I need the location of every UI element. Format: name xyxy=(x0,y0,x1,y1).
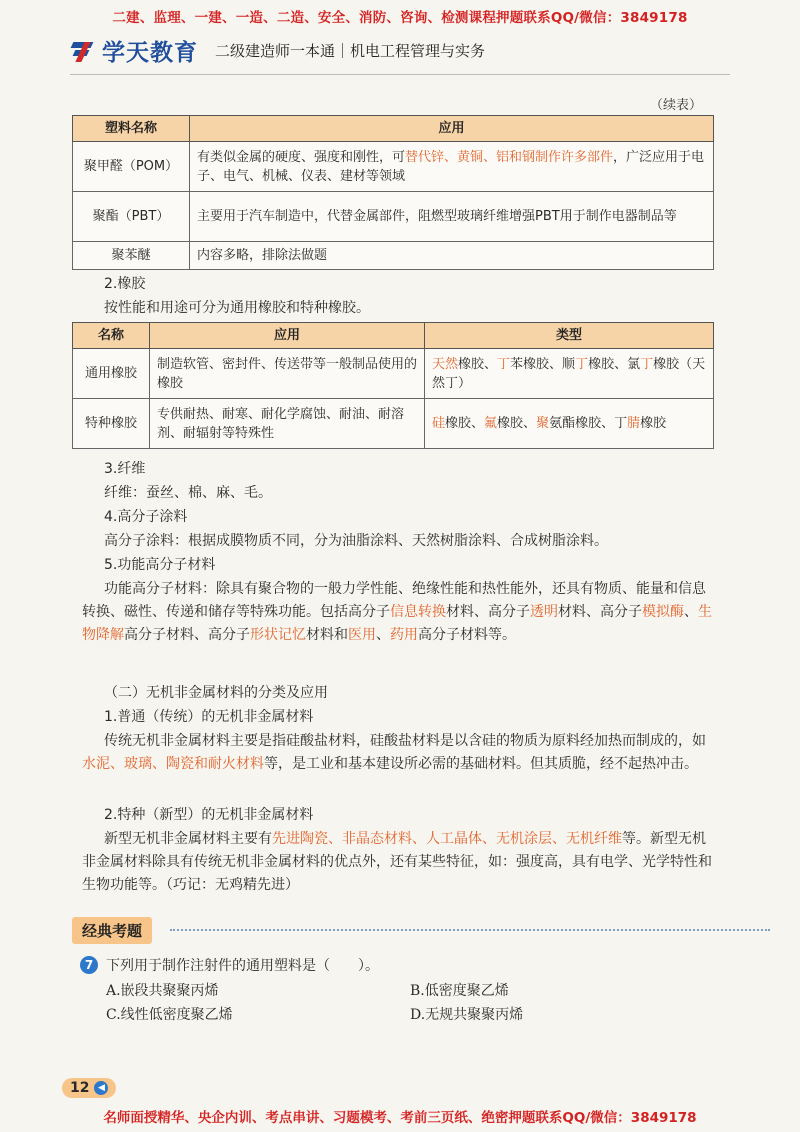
column-header: 名称 xyxy=(73,323,150,349)
column-header: 塑料名称 xyxy=(73,116,190,142)
option-d: D.无规共聚聚丙烯 xyxy=(410,1007,524,1023)
logo xyxy=(70,34,198,67)
inorganic-paragraph-1: 传统无机非金属材料主要是指硅酸盐材料，硅酸盐材料是以含硅的物质为原料经加热而制成的，如水泥、玻璃、陶瓷和耐火材料等，是工业和基本建设所必需的基础材料。但其质脆，经不起热冲击。 xyxy=(82,733,706,772)
fiber-text: 纤维：蚕丝、棉、麻、毛。 xyxy=(104,485,272,501)
logo-mark-icon xyxy=(70,38,96,64)
fiber-heading: 3.纤维 xyxy=(104,461,146,477)
table-row xyxy=(73,142,714,192)
plastic-name: 聚酯（PBT） xyxy=(73,192,190,242)
rubber-types: 天然橡胶、丁苯橡胶、顺丁橡胶、氯丁橡胶（天然丁） xyxy=(425,349,714,399)
rubber-intro: 按性能和用途可分为通用橡胶和特种橡胶。 xyxy=(104,300,370,316)
plastics-table xyxy=(72,115,714,270)
rubber-table xyxy=(72,322,714,449)
question-number-badge: 7 xyxy=(80,956,98,974)
coating-text: 高分子涂料：根据成膜物质不同，分为油脂涂料、天然树脂涂料、合成树脂涂料。 xyxy=(104,533,608,549)
top-banner: 二建、监理、一建、一造、二造、安全、消防、咨询、检测课程押题联系QQ/微信：3849178 xyxy=(112,10,688,26)
page-number: 12 ◀ xyxy=(62,1078,116,1098)
option-b: B.低密度聚乙烯 xyxy=(410,983,509,999)
coating-heading: 4.高分子涂料 xyxy=(104,509,188,525)
inorganic-heading: （二）无机非金属材料的分类及应用 xyxy=(104,685,328,701)
column-header: 类型 xyxy=(425,323,714,349)
inorganic-sub1: 1.普通（传统）的无机非金属材料 xyxy=(104,709,314,725)
rubber-name: 通用橡胶 xyxy=(73,349,150,399)
rubber-types: 硅橡胶、氟橡胶、聚氨酯橡胶、丁腈橡胶 xyxy=(425,399,714,449)
option-c: C.线性低密度聚乙烯 xyxy=(106,1007,233,1023)
table-row xyxy=(73,192,714,242)
column-header: 应用 xyxy=(190,116,714,142)
question-text: 下列用于制作注射件的通用塑料是（ ）。 xyxy=(106,958,379,974)
column-header: 应用 xyxy=(150,323,425,349)
plastic-application: 主要用于汽车制造中，代替金属部件，阻燃型玻璃纤维增强PBT用于制作电器制品等 xyxy=(190,192,714,242)
rubber-heading: 2.橡胶 xyxy=(104,276,146,292)
functional-paragraph: 功能高分子材料：除具有聚合物的一般力学性能、绝缘性能和热性能外，还具有物质、能量和信息转换、磁性、传递和储存等特殊功能。包括高分子信息转换材料、高分子透明材料、高分子模拟酶、生物降解高分子材料、高分子形状记忆材料和医用、药用高分子材料等。 xyxy=(82,581,712,643)
exam-section-tag: 经典考题 xyxy=(72,917,152,944)
page-header xyxy=(70,34,730,70)
exam-question xyxy=(80,955,379,975)
plastic-name: 聚甲醛（POM） xyxy=(73,142,190,192)
option-a: A.嵌段共聚聚丙烯 xyxy=(106,983,219,999)
book-title: 二级建造师一本通｜机电工程管理与实务 xyxy=(215,42,486,60)
table-header-row xyxy=(73,116,714,142)
table-row xyxy=(73,399,714,449)
rubber-application: 制造软管、密封件、传送带等一般制品使用的橡胶 xyxy=(150,349,425,399)
table-row xyxy=(73,242,714,270)
table-header-row xyxy=(73,323,714,349)
logo-text: 学天教育 xyxy=(102,40,198,66)
table-row xyxy=(73,349,714,399)
left-arrow-icon: ◀ xyxy=(94,1081,108,1095)
header-divider xyxy=(70,74,730,75)
functional-heading: 5.功能高分子材料 xyxy=(104,557,216,573)
rubber-application: 专供耐热、耐寒、耐化学腐蚀、耐油、耐溶剂、耐辐射等特殊性 xyxy=(150,399,425,449)
plastic-application: 有类似金属的硬度、强度和刚性，可替代锌、黄铜、铝和钢制作许多部件，广泛应用于电子、电气、机械、仪表、建材等领域 xyxy=(190,142,714,192)
dotted-divider xyxy=(170,929,770,931)
exam-section-bar xyxy=(66,917,726,943)
rubber-name: 特种橡胶 xyxy=(73,399,150,449)
inorganic-sub2: 2.特种（新型）的无机非金属材料 xyxy=(104,807,314,823)
bottom-banner: 名师面授精华、央企内训、考点串讲、习题模考、考前三页纸、绝密押题联系QQ/微信：3849178 xyxy=(103,1110,697,1126)
plastic-application: 内容多略，排除法做题 xyxy=(190,242,714,270)
inorganic-paragraph-2: 新型无机非金属材料主要有先进陶瓷、非晶态材料、人工晶体、无机涂层、无机纤维等。新型无机非金属材料除具有传统无机非金属材料的优点外，还有某些特征，如：强度高，具有电学、光学特性和生物功能等。（巧记：无鸡精先进） xyxy=(82,831,712,893)
plastic-name: 聚苯醚 xyxy=(73,242,190,270)
continued-label: （续表） xyxy=(649,98,702,113)
